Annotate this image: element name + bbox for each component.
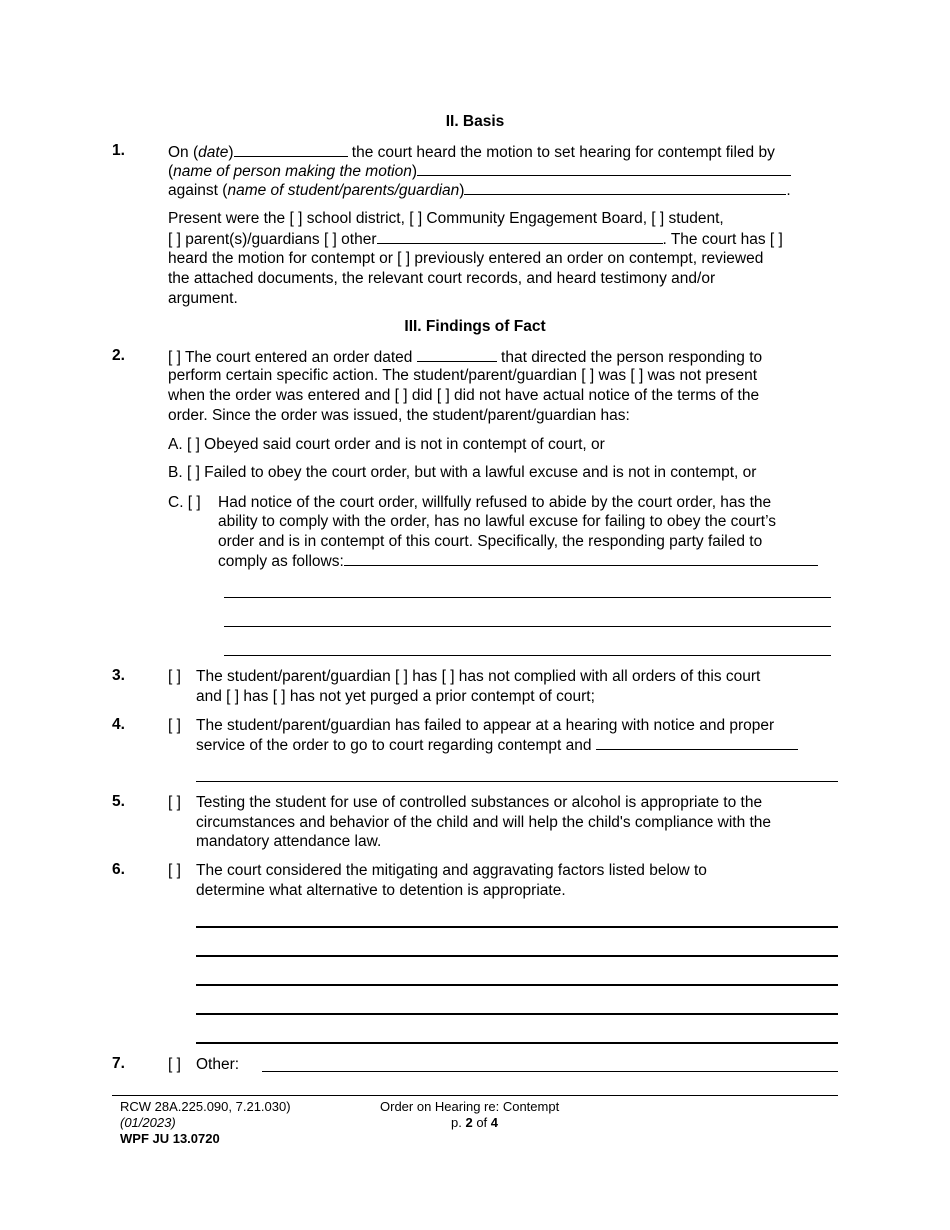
item3-line1: The student/parent/guardian [ ] has [ ] has not complied with all orders of this court [196,668,761,685]
item2-option-c-line3: order and is in contempt of this court. Specifically, the responding party failed to [218,533,763,550]
item3-line2: and [ ] has [ ] has not yet purged a prior contempt of court; [196,688,595,705]
contempt-field[interactable] [596,735,798,750]
comply-blank-line[interactable] [224,597,831,598]
page-total: 4 [490,1115,499,1130]
item-number-5: 5. [112,793,125,810]
footer-page [451,1115,498,1131]
item2-line4: order. Since the order was issued, the student/parent/guardian has: [168,407,630,424]
footer-divider [112,1095,838,1096]
item1-present-line4: the attached documents, the relevant court records, and heard testimony and/or [168,270,716,287]
factors-blank-line[interactable] [196,1013,838,1015]
text: . [786,182,791,199]
footer-title: Order on Hearing re: Contempt [380,1099,560,1114]
item4-blank-line[interactable] [196,781,838,782]
item1-present-line2 [168,229,783,249]
item2-line1 [168,347,762,367]
item1-present-line1: Present were the [ ] school district, [ ] Community Engagement Board, [ ] student, [168,210,724,227]
section-heading-findings: III. Findings of Fact [404,318,546,335]
name-person-field[interactable] [417,161,791,176]
text: service of the order to go to court regarding contempt and [196,737,596,754]
text: ( [168,163,174,180]
item-number-3: 3. [112,667,125,684]
comply-blank-line[interactable] [224,626,831,627]
text: On ( [168,144,199,161]
item4-checkbox[interactable]: [ ] [168,717,181,734]
item2-option-b: B. [ ] Failed to obey the court order, but with a lawful excuse and is not in contempt, or [168,464,757,481]
item-number-1: 1. [112,142,125,159]
item1-line3 [168,180,791,200]
item5-checkbox[interactable]: [ ] [168,794,181,811]
item5-line2: circumstances and behavior of the child and will help the child's compliance with the [196,814,772,831]
item2-line3: when the order was entered and [ ] did [ ] did not have actual notice of the terms of the [168,387,760,404]
text: [ ] The court entered an order dated [168,349,417,366]
item1-line1 [168,142,775,162]
section-heading-basis: II. Basis [445,113,505,130]
page-number: 2 [465,1115,473,1130]
other-field[interactable] [262,1071,838,1072]
order-date-field[interactable] [417,347,497,362]
item-number-4: 4. [112,716,125,733]
factors-blank-line[interactable] [196,984,838,986]
item2-option-c-label: C. [ ] [168,494,201,511]
item6-checkbox[interactable]: [ ] [168,862,181,879]
item2-option-a: A. [ ] Obeyed said court order and is not in contempt of court, or [168,436,605,453]
text: ) [411,163,418,180]
item4-line1: The student/parent/guardian has failed to appear at a hearing with notice and proper [196,717,775,734]
item2-option-c-line4 [218,551,818,571]
item1-present-line3: heard the motion for contempt or [ ] previously entered an order on contempt, reviewed [168,250,764,267]
item1-line2 [168,161,791,181]
item5-line1: Testing the student for use of controlled substances or alcohol is appropriate to the [196,794,763,811]
comply-field[interactable] [344,551,818,566]
item6-line1: The court considered the mitigating and aggravating factors listed below to [196,862,707,879]
text-name-student-label: name of student/parents/guardian [227,182,460,199]
item2-line2: perform certain specific action. The student/parent/guardian [ ] was [ ] was not present [168,367,758,384]
item7-checkbox[interactable]: [ ] [168,1056,181,1073]
text: that directed the person responding to [496,349,763,366]
item1-present-line5: argument. [168,290,238,307]
date-field[interactable] [234,142,348,157]
footer-rcw: RCW 28A.225.090, 7.21.030) [120,1099,291,1114]
footer-date: (01/2023) [120,1115,176,1130]
text: against ( [168,182,228,199]
text: the court heard the motion to set hearing for contempt filed by [347,144,775,161]
item2-option-c-line1: Had notice of the court order, willfully refused to abide by the court order, has the [218,494,772,511]
item3-checkbox[interactable]: [ ] [168,668,181,685]
text: ) [228,144,234,161]
item2-option-c-line2: ability to comply with the order, has no lawful excuse for failing to obey the court’s [218,513,777,530]
comply-blank-line[interactable] [224,655,831,656]
text: ) [459,182,465,199]
factors-blank-line[interactable] [196,955,838,957]
item-number-6: 6. [112,861,125,878]
text-name-person-label: name of person making the motion [173,163,412,180]
item7-label: Other: [196,1056,240,1073]
text-date-label: date [198,144,229,161]
factors-blank-line[interactable] [196,1042,838,1044]
text: . The court has [ ] [662,231,783,248]
item-number-2: 2. [112,347,125,364]
text: [ ] parent(s)/guardians [ ] other [168,231,377,248]
item5-line3: mandatory attendance law. [196,833,382,850]
other-present-field[interactable] [377,229,663,244]
text: p. [451,1115,466,1130]
name-student-field[interactable] [464,180,786,195]
text: of [472,1115,491,1130]
factors-blank-line[interactable] [196,926,838,928]
item6-line2: determine what alternative to detention is appropriate. [196,882,566,899]
footer-form-number: WPF JU 13.0720 [120,1131,220,1146]
item4-line2 [196,735,798,755]
item-number-7: 7. [112,1055,125,1072]
text: comply as follows: [218,553,344,570]
